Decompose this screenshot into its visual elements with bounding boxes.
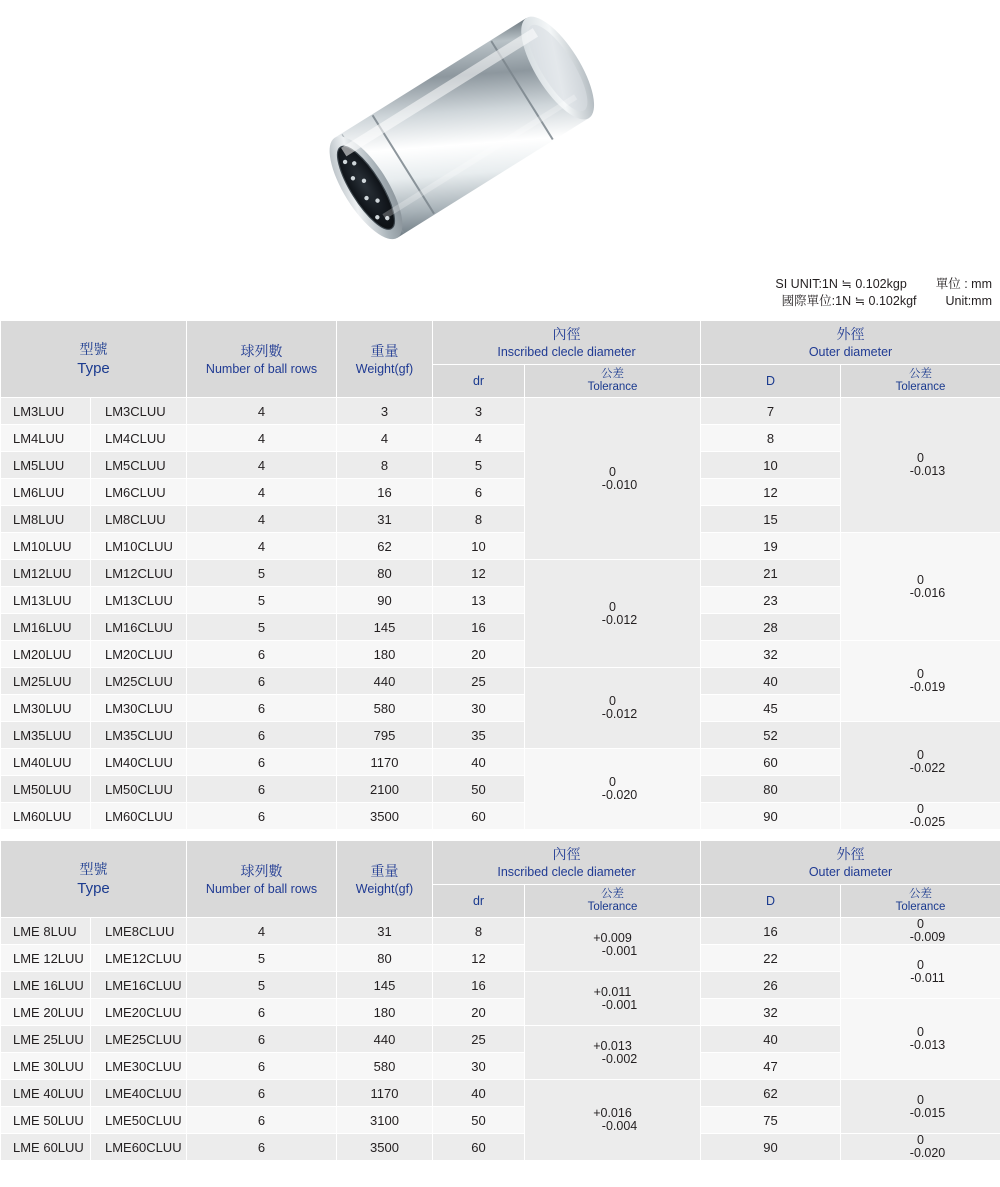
cell-dr: 16 [433,614,525,641]
cell-type-b: LME40CLUU [91,1080,187,1107]
header2-d: D [701,885,841,918]
header2-weight-en: Weight(gf) [355,881,414,896]
cell-weight: 3100 [337,1107,433,1134]
cell-type-b: LM50CLUU [91,776,187,803]
cell-type-b: LME20CLUU [91,999,187,1026]
cell-ball-rows: 5 [187,587,337,614]
cell-type-b: LM16CLUU [91,614,187,641]
cell-weight: 180 [337,641,433,668]
cell-type-b: LM6CLUU [91,479,187,506]
lm-series-table [0,320,1000,830]
cell-dr: 40 [433,1080,525,1107]
header2-weight-cn: 重量 [370,862,399,879]
header-inner-diameter [433,321,701,365]
cell-dr-tolerance: +0.011 -0.001 [525,972,701,1026]
cell-d-tolerance: 0 -0.013 [841,398,1000,533]
cell-type-a: LM30LUU [1,695,91,722]
cell-type-a: LME 12LUU [1,945,91,972]
cell-type-b: LM35CLUU [91,722,187,749]
cell-type-a: LME 60LUU [1,1134,91,1161]
cell-d: 40 [701,668,841,695]
cell-type-a: LME 8LUU [1,918,91,945]
header-outer-diameter [701,321,1000,365]
cell-d: 7 [701,398,841,425]
cell-weight: 440 [337,668,433,695]
cell-type-a: LME 40LUU [1,1080,91,1107]
cell-weight: 31 [337,506,433,533]
cell-weight: 3500 [337,1134,433,1161]
cell-type-a: LM35LUU [1,722,91,749]
cell-ball-rows: 6 [187,695,337,722]
cell-weight: 580 [337,1053,433,1080]
cell-dr: 25 [433,668,525,695]
cell-dr: 12 [433,560,525,587]
cell-type-b: LM20CLUU [91,641,187,668]
unit-note-line1-left: SI UNIT:1N ≒ 0.102kgp [775,277,907,291]
table2-body [1,918,1000,1161]
cell-ball-rows: 6 [187,803,337,830]
cell-d-tolerance: 0 -0.019 [841,641,1000,722]
cell-weight: 80 [337,945,433,972]
cell-type-b: LM60CLUU [91,803,187,830]
table-row [1,918,1000,945]
cell-ball-rows: 4 [187,533,337,560]
cell-type-b: LM12CLUU [91,560,187,587]
cell-ball-rows: 4 [187,398,337,425]
header-dr-tolerance [525,365,701,398]
cell-d: 60 [701,749,841,776]
cell-type-a: LM5LUU [1,452,91,479]
header2-type [1,841,187,918]
cell-d: 12 [701,479,841,506]
header2-ball-rows [187,841,337,918]
cell-dr: 6 [433,479,525,506]
cell-weight: 8 [337,452,433,479]
table-row [1,1080,1000,1107]
cell-d: 23 [701,587,841,614]
header-weight-en: Weight(gf) [355,361,414,376]
cell-dr: 35 [433,722,525,749]
header-d-tolerance [841,365,1000,398]
cell-d: 26 [701,972,841,999]
cell-d-tolerance: 0 -0.016 [841,533,1000,641]
cell-type-b: LME12CLUU [91,945,187,972]
header2-dr: dr [433,885,525,918]
cell-ball-rows: 5 [187,614,337,641]
cell-dr: 60 [433,1134,525,1161]
cell-d: 52 [701,722,841,749]
header-type [1,321,187,398]
cell-dr: 50 [433,776,525,803]
cell-type-a: LM25LUU [1,668,91,695]
cell-d-tolerance: 0 -0.009 [841,918,1000,945]
cell-type-a: LM13LUU [1,587,91,614]
cell-d: 40 [701,1026,841,1053]
cell-d: 8 [701,425,841,452]
cell-dr: 16 [433,972,525,999]
cell-ball-rows: 4 [187,479,337,506]
cell-d: 10 [701,452,841,479]
cell-dr: 20 [433,999,525,1026]
table2-head [1,841,1000,918]
cell-dr-tolerance: 0 -0.020 [525,749,701,830]
header2-inner-en: Inscribed clecle diameter [497,865,636,879]
cell-dr: 3 [433,398,525,425]
cell-dr: 13 [433,587,525,614]
table-row [1,999,1000,1026]
cell-dr: 10 [433,533,525,560]
cell-ball-rows: 6 [187,641,337,668]
cell-type-a: LME 25LUU [1,1026,91,1053]
cell-ball-rows: 6 [187,668,337,695]
header-ball-rows [187,321,337,398]
cell-type-a: LM16LUU [1,614,91,641]
header2-outer-cn: 外徑 [836,846,865,862]
table-row [1,398,1000,425]
cell-ball-rows: 6 [187,722,337,749]
cell-type-a: LM50LUU [1,776,91,803]
cell-type-a: LM3LUU [1,398,91,425]
cell-type-b: LM5CLUU [91,452,187,479]
cell-d: 28 [701,614,841,641]
header-d: D [701,365,841,398]
cell-d-tolerance: 0 -0.011 [841,945,1000,999]
header-dr: dr [433,365,525,398]
cell-ball-rows: 4 [187,918,337,945]
cell-ball-rows: 5 [187,560,337,587]
header-weight-cn: 重量 [370,342,399,359]
cell-weight: 180 [337,999,433,1026]
cell-dr: 25 [433,1026,525,1053]
cell-type-b: LM25CLUU [91,668,187,695]
cell-type-b: LME25CLUU [91,1026,187,1053]
cell-d-tolerance: 0 -0.022 [841,722,1000,803]
cell-d-tolerance: 0 -0.020 [841,1134,1000,1161]
cell-ball-rows: 6 [187,776,337,803]
header2-inner-diameter [433,841,701,885]
cell-ball-rows: 4 [187,452,337,479]
header-dr-tolerance-en: Tolerance [587,381,638,393]
cell-dr: 30 [433,1053,525,1080]
cell-ball-rows: 6 [187,1053,337,1080]
cell-type-b: LME8CLUU [91,918,187,945]
cell-type-b: LME60CLUU [91,1134,187,1161]
header2-ball-rows-cn: 球列數 [240,862,283,879]
cell-ball-rows: 4 [187,506,337,533]
cell-type-a: LM10LUU [1,533,91,560]
cell-type-a: LME 16LUU [1,972,91,999]
cell-weight: 795 [337,722,433,749]
cell-dr-tolerance: 0 -0.012 [525,560,701,668]
table-row [1,533,1000,560]
header-ball-rows-en: Number of ball rows [205,361,318,376]
unit-note-line2-right: Unit:mm [945,294,992,308]
header-outer-en: Outer diameter [808,345,893,359]
cell-d: 15 [701,506,841,533]
cell-d: 75 [701,1107,841,1134]
cell-weight: 440 [337,1026,433,1053]
unit-note-line1-right: 單位 : mm [935,277,992,291]
header2-d-tolerance-cn: 公差 [909,888,933,900]
cell-d: 32 [701,999,841,1026]
cell-dr: 5 [433,452,525,479]
cell-dr: 50 [433,1107,525,1134]
cell-weight: 31 [337,918,433,945]
cell-weight: 580 [337,695,433,722]
cell-d-tolerance: 0 -0.015 [841,1080,1000,1134]
table-row [1,722,1000,749]
cell-weight: 3 [337,398,433,425]
cell-type-a: LM12LUU [1,560,91,587]
table-row [1,1134,1000,1161]
header2-ball-rows-en: Number of ball rows [205,881,318,896]
lme-series-table [0,840,1000,1161]
header2-dr-tolerance-cn: 公差 [601,888,624,900]
cell-dr-tolerance: 0 -0.010 [525,398,701,560]
header2-outer-diameter [701,841,1000,885]
cell-d-tolerance: 0 -0.025 [841,803,1000,830]
cell-type-a: LME 50LUU [1,1107,91,1134]
header-outer-cn: 外徑 [836,326,865,342]
cell-type-a: LM6LUU [1,479,91,506]
table-row [1,945,1000,972]
header2-d-tolerance-en: Tolerance [895,901,946,913]
cell-d: 45 [701,695,841,722]
cell-weight: 62 [337,533,433,560]
cell-type-a: LME 30LUU [1,1053,91,1080]
cell-weight: 2100 [337,776,433,803]
cell-dr: 20 [433,641,525,668]
header2-inner-cn: 內徑 [552,846,581,862]
cell-weight: 4 [337,425,433,452]
cell-ball-rows: 4 [187,425,337,452]
cell-weight: 80 [337,560,433,587]
cell-ball-rows: 5 [187,972,337,999]
cell-type-b: LME50CLUU [91,1107,187,1134]
cell-ball-rows: 6 [187,1080,337,1107]
cell-ball-rows: 6 [187,1107,337,1134]
cell-dr-tolerance: +0.013 -0.002 [525,1026,701,1080]
cell-weight: 16 [337,479,433,506]
cell-type-a: LM60LUU [1,803,91,830]
cell-weight: 1170 [337,1080,433,1107]
unit-note-line2-left: 國際單位:1N ≒ 0.102kgf [781,294,917,308]
header-weight [337,321,433,398]
cell-d: 47 [701,1053,841,1080]
cell-dr: 4 [433,425,525,452]
cell-dr-tolerance: 0 -0.012 [525,668,701,749]
header-inner-en: Inscribed clecle diameter [497,345,636,359]
header-inner-cn: 內徑 [552,326,581,342]
header2-d-tolerance [841,885,1000,918]
cell-type-b: LME30CLUU [91,1053,187,1080]
cell-type-a: LM8LUU [1,506,91,533]
cell-d: 16 [701,918,841,945]
cell-ball-rows: 5 [187,945,337,972]
table-row [1,803,1000,830]
cell-dr: 8 [433,918,525,945]
cell-dr: 30 [433,695,525,722]
cell-type-b: LM3CLUU [91,398,187,425]
table1-head [1,321,1000,398]
lme-series-table-wrap [0,840,1000,1161]
header-type-en: Type [77,360,110,377]
cell-ball-rows: 6 [187,1026,337,1053]
header2-weight [337,841,433,918]
product-image-area [0,0,1000,268]
unit-note [775,276,992,310]
cell-d: 19 [701,533,841,560]
header-dr-tolerance-cn: 公差 [601,368,624,380]
cell-dr: 60 [433,803,525,830]
header-d-tolerance-cn: 公差 [909,368,933,380]
cell-type-b: LM40CLUU [91,749,187,776]
cell-type-b: LME16CLUU [91,972,187,999]
cell-weight: 145 [337,972,433,999]
cell-d: 90 [701,1134,841,1161]
header2-dr-tolerance-en: Tolerance [587,901,638,913]
table1-body [1,398,1000,830]
header2-type-cn: 型號 [79,861,108,877]
cell-dr-tolerance: +0.009 -0.001 [525,918,701,972]
cell-type-a: LME 20LUU [1,999,91,1026]
header-d-tolerance-en: Tolerance [895,381,946,393]
header2-outer-en: Outer diameter [808,865,893,879]
linear-bearing-illustration [300,8,630,258]
cell-dr: 8 [433,506,525,533]
header-type-cn: 型號 [79,341,108,357]
cell-d: 32 [701,641,841,668]
cell-ball-rows: 6 [187,1134,337,1161]
cell-d: 21 [701,560,841,587]
cell-type-a: LM20LUU [1,641,91,668]
cell-d: 80 [701,776,841,803]
header2-dr-tolerance [525,885,701,918]
cell-d: 62 [701,1080,841,1107]
cell-weight: 145 [337,614,433,641]
cell-dr: 12 [433,945,525,972]
cell-type-a: LM40LUU [1,749,91,776]
lm-series-table-wrap [0,320,1000,830]
cell-type-b: LM8CLUU [91,506,187,533]
cell-weight: 3500 [337,803,433,830]
table-row [1,641,1000,668]
cell-type-b: LM13CLUU [91,587,187,614]
header2-type-en: Type [77,880,110,897]
cell-d: 90 [701,803,841,830]
cell-type-a: LM4LUU [1,425,91,452]
cell-d-tolerance: 0 -0.013 [841,999,1000,1080]
cell-d: 22 [701,945,841,972]
cell-type-b: LM30CLUU [91,695,187,722]
cell-dr: 40 [433,749,525,776]
cell-dr-tolerance: +0.016 -0.004 [525,1080,701,1161]
cell-weight: 1170 [337,749,433,776]
cell-type-b: LM4CLUU [91,425,187,452]
header-ball-rows-cn: 球列數 [240,342,283,359]
cell-ball-rows: 6 [187,999,337,1026]
cell-type-b: LM10CLUU [91,533,187,560]
cell-ball-rows: 6 [187,749,337,776]
cell-weight: 90 [337,587,433,614]
